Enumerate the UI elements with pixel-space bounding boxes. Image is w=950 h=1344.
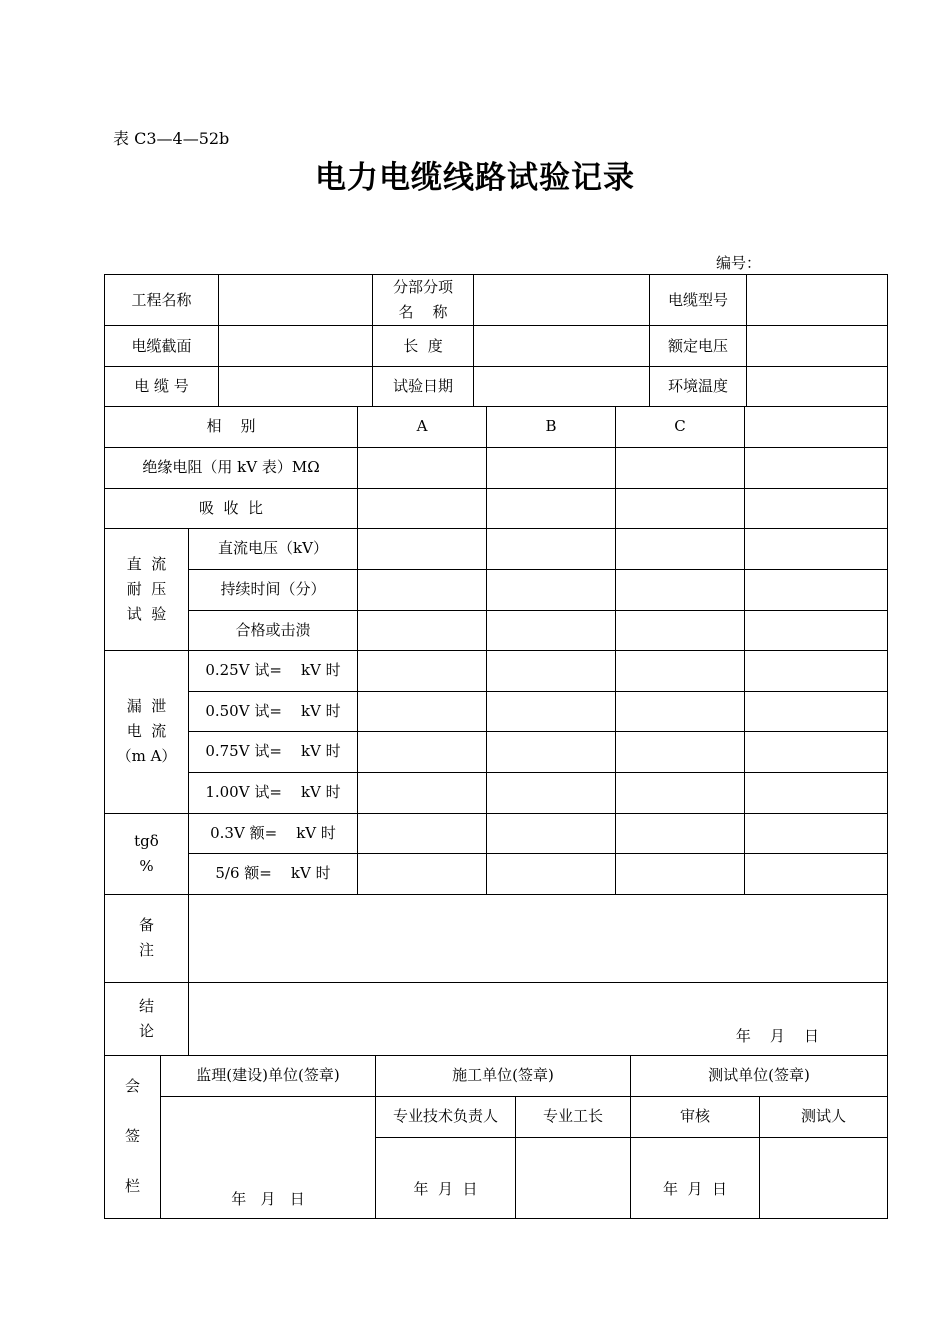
conclusion-field[interactable] [189, 982, 888, 1055]
dc-test-group-label [105, 528, 189, 650]
leakage-100-extra-field[interactable] [745, 772, 888, 813]
absorption-c-field[interactable] [616, 488, 745, 528]
dc-test-line2: 耐 压 [126, 579, 167, 598]
form-code: 表 C3—4—52b [113, 129, 230, 148]
cable-no-label: 电 缆 号 [105, 367, 219, 407]
tg-delta-group-label [105, 813, 189, 894]
leakage-line1: 漏 泄 [126, 697, 167, 715]
project-name-label: 工程名称 [105, 275, 219, 326]
leakage-050-extra-field[interactable] [745, 691, 888, 731]
tester-label: 测试人 [760, 1096, 888, 1137]
review-label: 审核 [631, 1096, 760, 1137]
tg-56-c-field[interactable] [616, 853, 745, 894]
tg-56-a-field[interactable] [358, 853, 487, 894]
duration-extra-field[interactable] [745, 569, 888, 610]
phase-b-header: B [487, 406, 616, 447]
dc-voltage-b-field[interactable] [487, 528, 616, 569]
dc-voltage-c-field[interactable] [616, 528, 745, 569]
construction-unit-label: 施工单位(签章) [376, 1055, 631, 1096]
construction-date: 年 月 日 [413, 1179, 478, 1198]
tg-03-b-field[interactable] [487, 813, 616, 853]
leakage-group-label [105, 650, 189, 813]
cable-no-field[interactable] [219, 367, 373, 407]
tg-delta-line2: % [139, 856, 154, 875]
conclusion-date: 年 月 日 [735, 1026, 820, 1045]
page-title: 电力电缆线路试验记录 [315, 160, 635, 196]
dc-voltage-a-field[interactable] [358, 528, 487, 569]
leakage-025-extra-field[interactable] [745, 650, 888, 691]
remarks-label [105, 894, 189, 982]
ambient-temp-field[interactable] [747, 367, 888, 407]
supervisor-signature-field[interactable] [161, 1096, 376, 1218]
rated-voltage-field[interactable] [747, 326, 888, 367]
phase-label: 相 别 [105, 406, 358, 447]
pass-c-field[interactable] [616, 610, 745, 650]
leakage-100-c-field[interactable] [616, 772, 745, 813]
leakage-050-b-field[interactable] [487, 691, 616, 731]
dc-test-line1: 直 流 [126, 554, 167, 573]
tg-56-extra-field[interactable] [745, 853, 888, 894]
extra-column-header [745, 406, 888, 447]
conclusion-label [105, 982, 189, 1055]
absorption-ratio-label: 吸 收 比 [105, 488, 358, 528]
leakage-025-c-field[interactable] [616, 650, 745, 691]
duration-label: 持续时间（分） [189, 569, 358, 610]
dc-voltage-extra-field[interactable] [745, 528, 888, 569]
testing-date: 年 月 日 [662, 1179, 728, 1198]
tg-delta-line1: tgδ [134, 831, 159, 850]
foreman-signature-field[interactable] [516, 1137, 631, 1218]
insulation-c-field[interactable] [616, 447, 745, 488]
cable-section-field[interactable] [219, 326, 373, 367]
subitem-label-line1: 分部分项 [392, 278, 453, 296]
tg-03-a-field[interactable] [358, 813, 487, 853]
phase-c-header: C [616, 406, 745, 447]
serial-number-label: 编号： [716, 254, 762, 272]
leakage-100-label: 1.00V 试= kV 时 [189, 772, 358, 813]
signoff-table [104, 1055, 888, 1219]
tech-lead-label: 专业技术负责人 [376, 1096, 516, 1137]
cable-model-field[interactable] [747, 275, 888, 326]
tg-03-label: 0.3V 额= kV 时 [189, 813, 358, 853]
leakage-100-b-field[interactable] [487, 772, 616, 813]
dc-test-line3: 试 验 [126, 604, 167, 623]
tg-03-extra-field[interactable] [745, 813, 888, 853]
signoff-label-char2: 签 [124, 1127, 140, 1146]
project-name-field[interactable] [219, 275, 373, 326]
duration-b-field[interactable] [487, 569, 616, 610]
absorption-extra-field[interactable] [745, 488, 888, 528]
length-label: 长 度 [373, 326, 474, 367]
pass-or-breakdown-label: 合格或击溃 [189, 610, 358, 650]
test-date-field[interactable] [474, 367, 650, 407]
duration-a-field[interactable] [358, 569, 487, 610]
subitem-label-line2: 名 称 [398, 303, 448, 321]
leakage-075-c-field[interactable] [616, 731, 745, 772]
insulation-extra-field[interactable] [745, 447, 888, 488]
phase-a-header: A [358, 406, 487, 447]
rated-voltage-label: 额定电压 [650, 326, 747, 367]
leakage-025-a-field[interactable] [358, 650, 487, 691]
subitem-name-field[interactable] [474, 275, 650, 326]
length-field[interactable] [474, 326, 650, 367]
conclusion-line1: 结 [138, 996, 154, 1015]
leakage-line2: 电 流 [126, 722, 167, 740]
cable-section-label: 电缆截面 [105, 326, 219, 367]
leakage-025-label: 0.25V 试= kV 时 [189, 650, 358, 691]
leakage-075-extra-field[interactable] [745, 731, 888, 772]
tg-03-c-field[interactable] [616, 813, 745, 853]
supervisor-unit-label: 监理(建设)单位(签章) [161, 1055, 376, 1096]
insulation-a-field[interactable] [358, 447, 487, 488]
leakage-050-label: 0.50V 试= kV 时 [189, 691, 358, 731]
leakage-075-b-field[interactable] [487, 731, 616, 772]
absorption-b-field[interactable] [487, 488, 616, 528]
tg-56-label: 5/6 额= kV 时 [189, 853, 358, 894]
leakage-100-a-field[interactable] [358, 772, 487, 813]
header-info-table [104, 274, 888, 407]
conclusion-line2: 论 [138, 1021, 154, 1040]
pass-extra-field[interactable] [745, 610, 888, 650]
absorption-a-field[interactable] [358, 488, 487, 528]
review-signature-field[interactable] [631, 1137, 760, 1218]
test-results-table [104, 406, 888, 1056]
leakage-050-a-field[interactable] [358, 691, 487, 731]
cable-model-label: 电缆型号 [650, 275, 747, 326]
testing-unit-label: 测试单位(签章) [631, 1055, 888, 1096]
tech-lead-signature-field[interactable] [376, 1137, 516, 1218]
leakage-050-c-field[interactable] [616, 691, 745, 731]
foreman-label: 专业工长 [516, 1096, 631, 1137]
remarks-field[interactable] [189, 894, 888, 982]
leakage-075-label: 0.75V 试= kV 时 [189, 731, 358, 772]
pass-b-field[interactable] [487, 610, 616, 650]
ambient-temp-label: 环境温度 [650, 367, 747, 407]
pass-a-field[interactable] [358, 610, 487, 650]
supervisor-date: 年 月 日 [231, 1189, 305, 1208]
signoff-label [105, 1055, 161, 1218]
tg-56-b-field[interactable] [487, 853, 616, 894]
insulation-b-field[interactable] [487, 447, 616, 488]
insulation-resistance-label: 绝缘电阻（用 kV 表）MΩ [105, 447, 358, 488]
leakage-line3: （m A） [116, 747, 177, 765]
signoff-label-char3: 栏 [124, 1177, 140, 1196]
subitem-name-label [373, 275, 474, 326]
leakage-075-a-field[interactable] [358, 731, 487, 772]
dc-voltage-label: 直流电压（kV） [189, 528, 358, 569]
remarks-line2: 注 [138, 941, 154, 959]
remarks-line1: 备 [138, 916, 154, 934]
tester-signature-field[interactable] [760, 1137, 888, 1218]
test-date-label: 试验日期 [373, 367, 474, 407]
signoff-label-char1: 会 [124, 1077, 140, 1096]
leakage-025-b-field[interactable] [487, 650, 616, 691]
duration-c-field[interactable] [616, 569, 745, 610]
